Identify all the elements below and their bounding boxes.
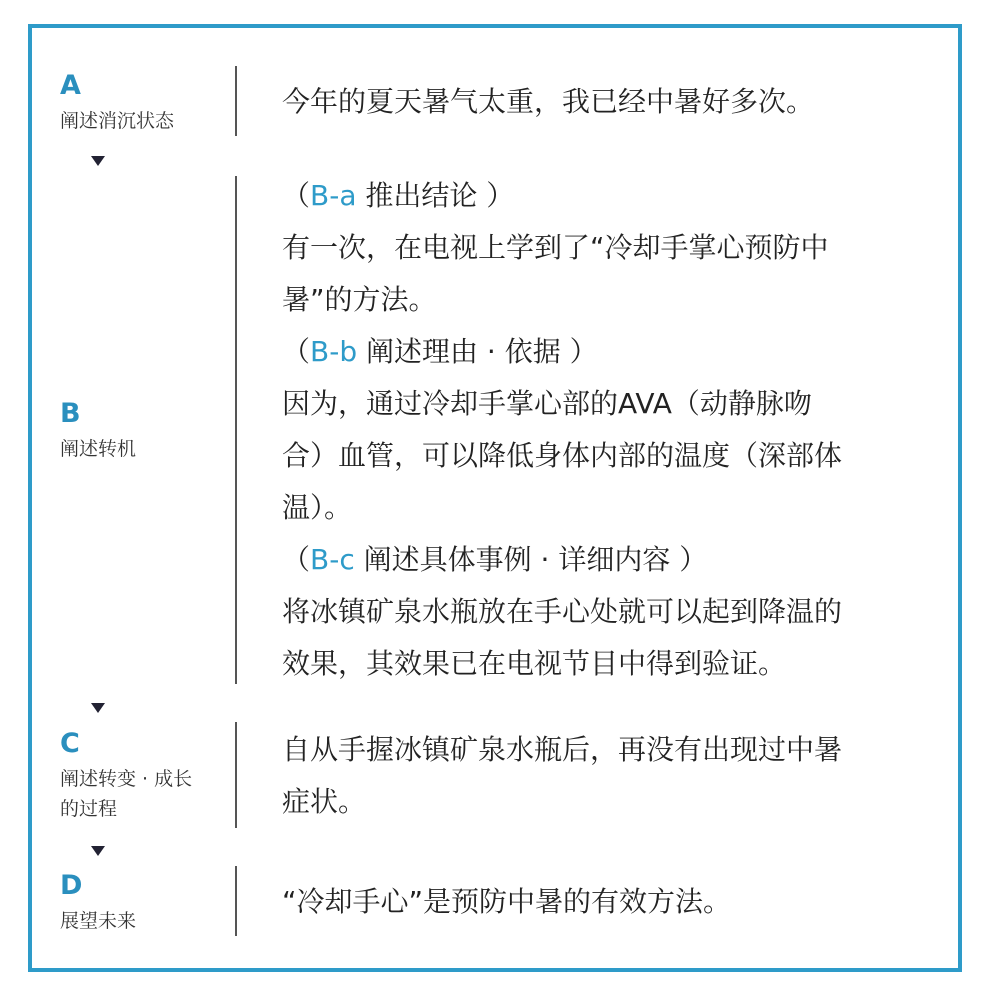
content-line: 暑”的方法。 [282,283,437,316]
section-content [282,724,922,828]
subsection-heading: （B-a 推出结论 ） [282,179,515,212]
section-description: 阐述消沉状态 [60,110,175,132]
content-line: 自从手握冰镇矿泉水瓶后，再没有出现过中暑 [282,733,843,766]
content-line: 因为，通过冷却手掌心部的AVA（动静脉吻 [282,387,812,420]
section-description: 阐述转机 [60,438,137,460]
divider-line [235,866,237,936]
content-line: “冷却手心”是预防中暑的有效方法。 [282,885,732,918]
down-arrow-icon [91,156,105,166]
section-letter: C [60,728,80,759]
content-line: 有一次，在电视上学到了“冷却手掌心预防中 [282,231,829,264]
section-letter: D [60,870,83,901]
content-line: 今年的夏天暑气太重，我已经中暑好多次。 [282,85,815,118]
content-line: 温）。 [282,491,353,524]
section-letter: B [60,398,81,429]
section-content [282,876,922,928]
section-letter: A [60,70,81,101]
subsection-heading: （B-b 阐述理由 · 依据 ） [282,335,598,368]
content-line: 将冰镇矿泉水瓶放在手心处就可以起到降温的 [282,595,843,628]
subsection-heading: （B-c 阐述具体事例 · 详细内容 ） [282,543,708,576]
section-content [282,76,922,128]
section-description: 展望未来 [60,910,137,932]
down-arrow-icon [91,703,105,713]
divider-line [235,722,237,828]
content-line: 症状。 [282,785,367,818]
content-line: 合）血管，可以降低身体内部的温度（深部体 [282,439,843,472]
divider-line [235,176,237,684]
content-line: 效果，其效果已在电视节目中得到验证。 [282,647,787,680]
down-arrow-icon [91,846,105,856]
section-description: 阐述转变 · 成长 的过程 [60,768,193,820]
divider-line [235,66,237,136]
section-content [282,170,922,690]
